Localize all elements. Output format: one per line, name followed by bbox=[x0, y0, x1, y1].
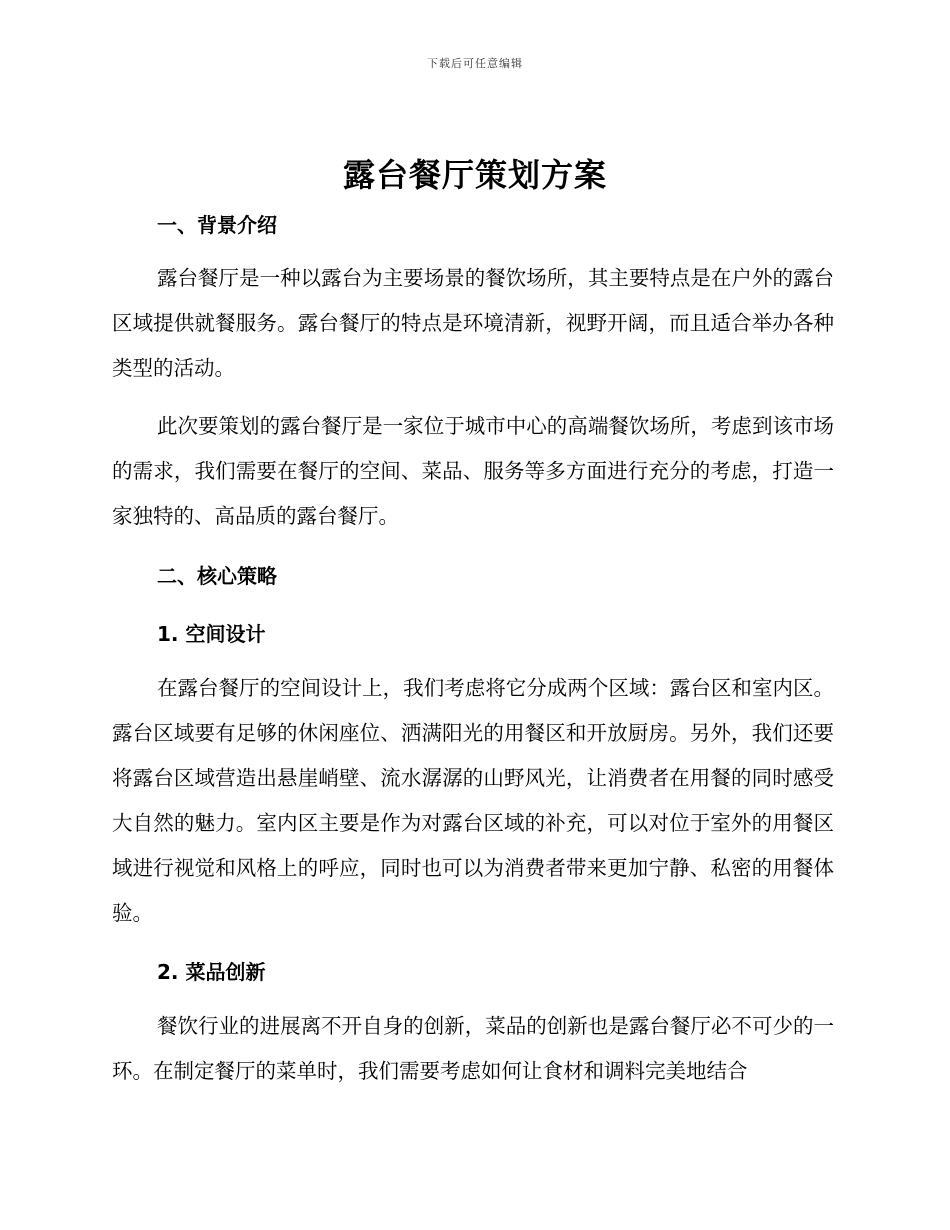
section-heading-background: 一、背景介绍 bbox=[157, 213, 277, 237]
paragraph-background-2: 此次要策划的露台餐厅是一家位于城市中心的高端餐饮场所，考虑到该市场的需求，我们需要在餐厅的空间、菜品、服务等多方面进行充分的考虑，打造一家独特的、高品质的露台餐厅。 bbox=[112, 414, 834, 528]
subsection-heading-dishes: 2. 菜品创新 bbox=[157, 960, 266, 984]
paragraph-background-1: 露台餐厅是一种以露台为主要场景的餐饮场所，其主要特点是在户外的露台区域提供就餐服务。露台餐厅的特点是环境清新，视野开阔，而且适合举办各种类型的活动。 bbox=[112, 266, 834, 380]
paragraph-dishes: 餐饮行业的进展离不开自身的创新，菜品的创新也是露台餐厅必不可少的一环。在制定餐厅的菜单时，我们需要考虑如何让食材和调料完美地结合 bbox=[112, 1014, 834, 1083]
section-heading-strategy: 二、核心策略 bbox=[157, 564, 277, 588]
document-title: 露台餐厅策划方案 bbox=[342, 156, 607, 194]
header-note: 下载后可任意编辑 bbox=[427, 57, 523, 70]
paragraph-space: 在露台餐厅的空间设计上，我们考虑将它分成两个区域：露台区和室内区。露台区域要有足够的休闲座位、洒满阳光的用餐区和开放厨房。另外，我们还要将露台区域营造出悬崖峭壁、流水潺潺的山野风光，让消费者在用餐的同时感受大自然的魅力。室内区主要是作为对露台区域的补充，可以对位于室外的用餐区域进行视觉和风格上的呼应，同时也可以为消费者带来更加宁静、私密的用餐体验。 bbox=[112, 676, 834, 925]
subsection-heading-space: 1. 空间设计 bbox=[157, 622, 266, 646]
